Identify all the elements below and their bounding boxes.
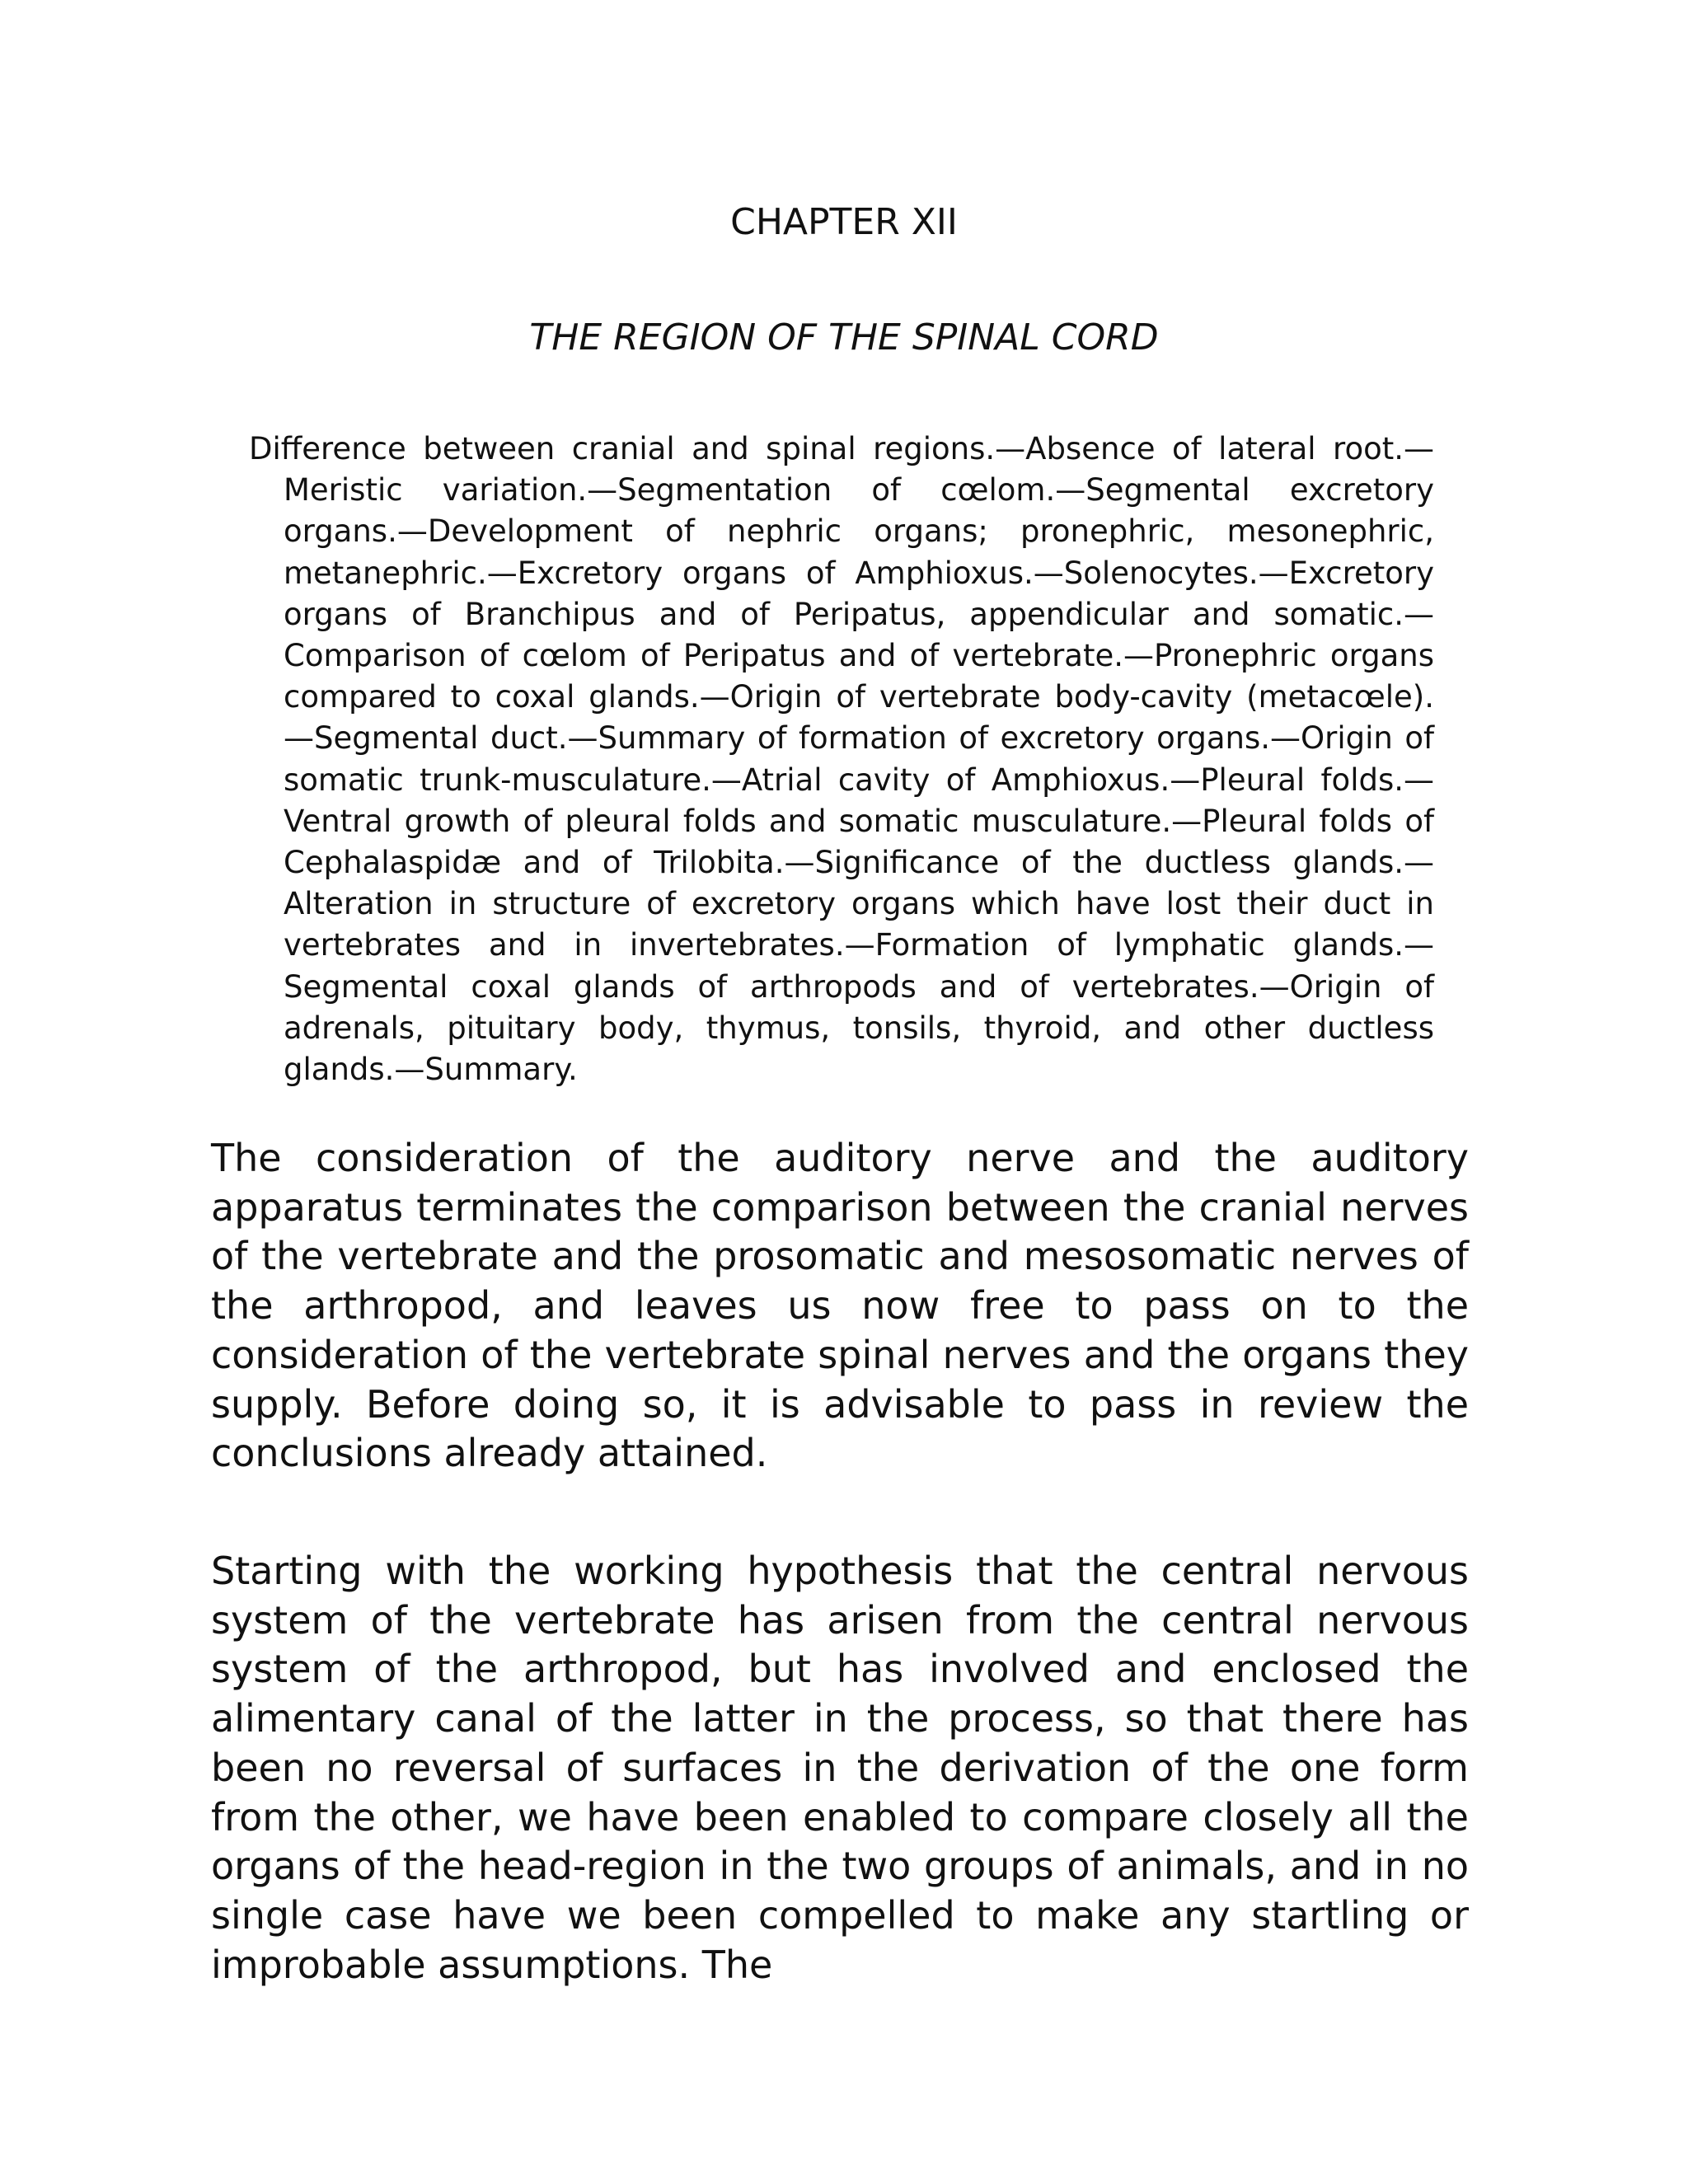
body-paragraph: Starting with the working hypothesis that the central nervous system of the vertebrate has arisen from the central nervous system of the arthropod, but has involved and enclosed the alimentary canal of the latter in the process, so that there has been no reversal of surfaces in the derivation of the one form from the other, we have been enabled to compare closely all the organs of the head-region in the two groups of animals, and in no single case have we been compelled to make any startling or improbable assumptions. The: [211, 1549, 1469, 1987]
chapter-title: THE REGION OF THE SPINAL CORD: [529, 316, 1159, 359]
chapter-heading: CHAPTER XII: [730, 201, 958, 243]
body-paragraph: The consideration of the auditory nerve and the auditory apparatus terminates the comparison between the cranial nerves of the vertebrate and the prosomatic and mesosomatic nerves of the arthropod, and leaves us now free to pass on to the consideration of the vertebrate spinal nerves and the organs they supply. Before doing so, it is advisable to pass in review the conclusions already attained.: [211, 1136, 1469, 1476]
chapter-synopsis: Difference between cranial and spinal regions.—Absence of lateral root.—Meristic variation.—Segmentation of cœlom.—Segmental excretory organs.—Development of nephric organs; pronephric, mesonephric, metanephric.—Excretory organs of Amphioxus.—Solenocytes.—Excretory organs of Branchipus and of Peripatus, appendicular and somatic.—Comparison of cœlom of Peripatus and of vertebrate.—Pronephric organs compared to coxal glands.—Origin of vertebrate body-cavity (metacœle).—Segmental duct.—Summary of formation of excretory organs.—Origin of somatic trunk-musculature.—Atrial cavity of Amphioxus.—Pleural folds.—Ventral growth of pleural folds and somatic musculature.—Pleural folds of Cephalaspidæ and of Trilobita.—Significance of the ductless glands.—Alteration in structure of excretory organs which have lost their duct in vertebrates and in invertebrates.—Formation of lymphatic glands.—Segmental coxal glands of arthropods and of vertebrates.—Origin of adrenals, pituitary body, thymus, tonsils, thyroid, and other ductless glands.—Summary.: [249, 431, 1434, 1088]
